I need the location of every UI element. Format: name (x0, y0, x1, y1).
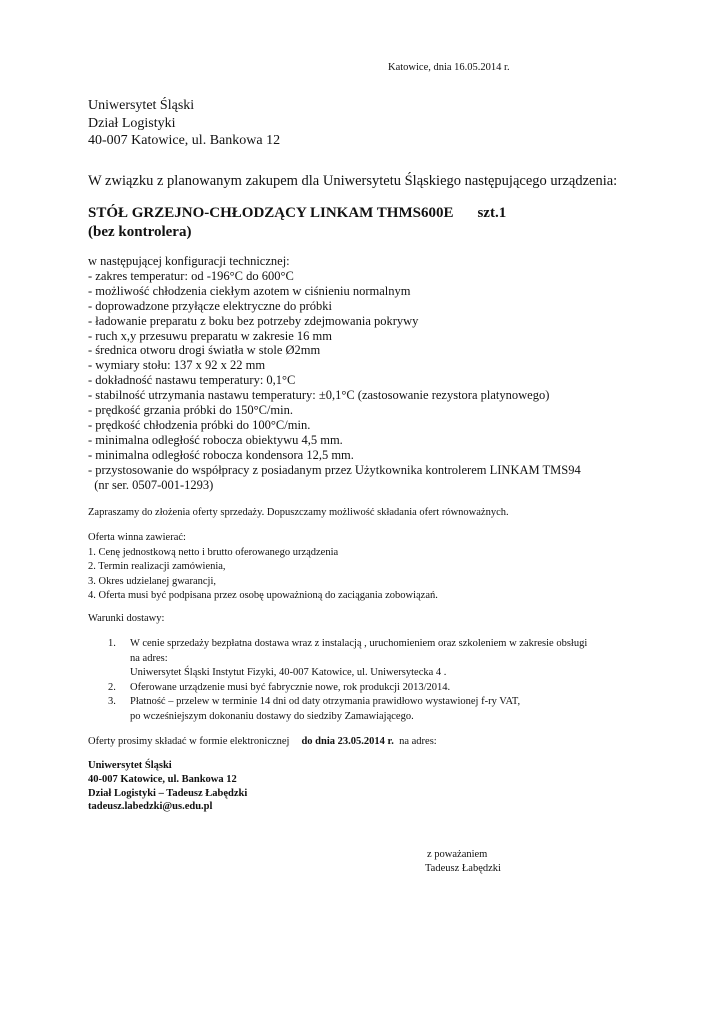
intro-paragraph: W związku z planowanym zakupem dla Uniwersytetu Śląskiego następującego urządzenia: (88, 173, 618, 189)
closing-greeting: z poważaniem (427, 849, 488, 860)
condition-number: 2. (108, 681, 116, 693)
product-heading (88, 204, 506, 241)
offer-title: Oferta winna zawierać: (88, 532, 186, 543)
offer-item: 4. Oferta musi być podpisana przez osobę upoważnioną do zaciągania zobowiązań. (88, 590, 438, 601)
spec-line: w następującej konfiguracji technicznej: (88, 254, 290, 268)
spec-line: (nr ser. 0507-001-1293) (88, 477, 214, 492)
submission-paragraph (88, 736, 437, 747)
address-line: Uniwersytet Śląski (88, 760, 172, 771)
condition-text: po wcześniejszym dokonaniu dostawy do siedziby Zamawiającego. (130, 710, 414, 722)
sender-line: Uniwersytet Śląski (88, 98, 195, 113)
condition-row (88, 710, 688, 725)
address-line: Dział Logistyki – Tadeusz Łabędzki (88, 787, 248, 799)
condition-row (88, 637, 688, 652)
spec-line: - wymiary stołu: 137 x 92 x 22 mm (88, 358, 266, 373)
condition-text: na adres: (130, 652, 168, 664)
condition-row (88, 681, 688, 696)
spec-line: - doprowadzone przyłącze elektryczne do próbki (88, 298, 332, 313)
address-line: 40-007 Katowice, ul. Bankowa 12 (88, 773, 237, 785)
offer-item: 2. Termin realizacji zamówienia, (88, 561, 226, 572)
offer-item: 3. Okres udzielanej gwarancji, (88, 575, 216, 587)
closing-signature (425, 848, 501, 875)
sender-line: Dział Logistyki (88, 115, 176, 131)
spec-line: - ruch x,y przesuwu preparatu w zakresie 16 mm (88, 328, 333, 343)
signatory-name: Tadeusz Łabędzki (425, 862, 501, 874)
product-title: STÓŁ GRZEJNO-CHŁODZĄCY LINKAM THMS600E (88, 205, 454, 221)
condition-row (88, 666, 688, 681)
condition-text: Płatność – przelew w terminie 14 dni od daty otrzymania prawidłowo wystawionej f-ry VAT, (130, 696, 521, 708)
spec-line: - ładowanie preparatu z boku bez potrzeby zdejmowania pokrywy (88, 313, 419, 328)
delivery-conditions-list (88, 637, 688, 725)
product-quantity: szt.1 (477, 205, 507, 221)
spec-line: - możliwość chłodzenia ciekłym azotem w ciśnieniu normalnym (88, 283, 411, 298)
spec-line: - średnica otworu drogi światła w stole Ø2mm (88, 343, 321, 358)
spec-line: - zakres temperatur: od -196°C do 600°C (88, 268, 294, 283)
email-address: tadeusz.labedzki@us.edu.pl (88, 801, 213, 813)
condition-text: Oferowane urządzenie musi być fabrycznie nowe, rok produkcji 2013/2014. (130, 681, 451, 693)
spec-line: - minimalna odległość robocza obiektywu 4,5 mm. (88, 432, 343, 447)
submission-text: Oferty prosimy składać w formie elektronicznej (88, 736, 290, 747)
delivery-conditions-title: Warunki dostawy: (88, 613, 165, 624)
condition-row (88, 652, 688, 667)
submission-address (88, 759, 247, 814)
spec-line: - minimalna odległość robocza kondensora 12,5 mm. (88, 447, 354, 462)
product-subtitle: (bez kontrolera) (88, 223, 192, 240)
specification-list (88, 254, 581, 493)
sender-block (88, 97, 280, 150)
submission-deadline: do dnia 23.05.2014 r. (301, 736, 394, 747)
offer-requirements (88, 531, 438, 604)
sender-line: 40-007 Katowice, ul. Bankowa 12 (88, 133, 281, 148)
spec-line: - stabilność utrzymania nastawu temperatury: ±0,1°C (zastosowanie rezystora platynowego) (88, 388, 550, 403)
spec-line: - dokładność nastawu temperatury: 0,1°C (88, 373, 296, 388)
condition-text: W cenie sprzedaży bezpłatna dostawa wraz z instalacją , uruchomieniem oraz szkoleniem w zakresie obsługi (130, 638, 588, 649)
offer-item: 1. Cenę jednostkową netto i brutto oferowanego urządzenia (88, 546, 339, 558)
spec-line: - prędkość grzania próbki do 150°C/min. (88, 403, 293, 418)
submission-tail: na adres: (393, 736, 437, 747)
invitation-paragraph: Zapraszamy do złożenia oferty sprzedaży. Dopuszczamy możliwość składania ofert równoważnych. (88, 507, 509, 518)
condition-row (88, 695, 688, 710)
document-date: Katowice, dnia 16.05.2014 r. (388, 62, 510, 73)
condition-number: 1. (108, 638, 116, 649)
condition-text: Uniwersytet Śląski Instytut Fizyki, 40-007 Katowice, ul. Uniwersytecka 4 . (130, 667, 447, 679)
spec-line: - przystosowanie do współpracy z posiadanym przez Użytkownika kontrolerem LINKAM TMS94 (88, 462, 581, 477)
spec-line: - prędkość chłodzenia próbki do 100°C/min. (88, 417, 311, 432)
condition-number: 3. (108, 696, 116, 708)
